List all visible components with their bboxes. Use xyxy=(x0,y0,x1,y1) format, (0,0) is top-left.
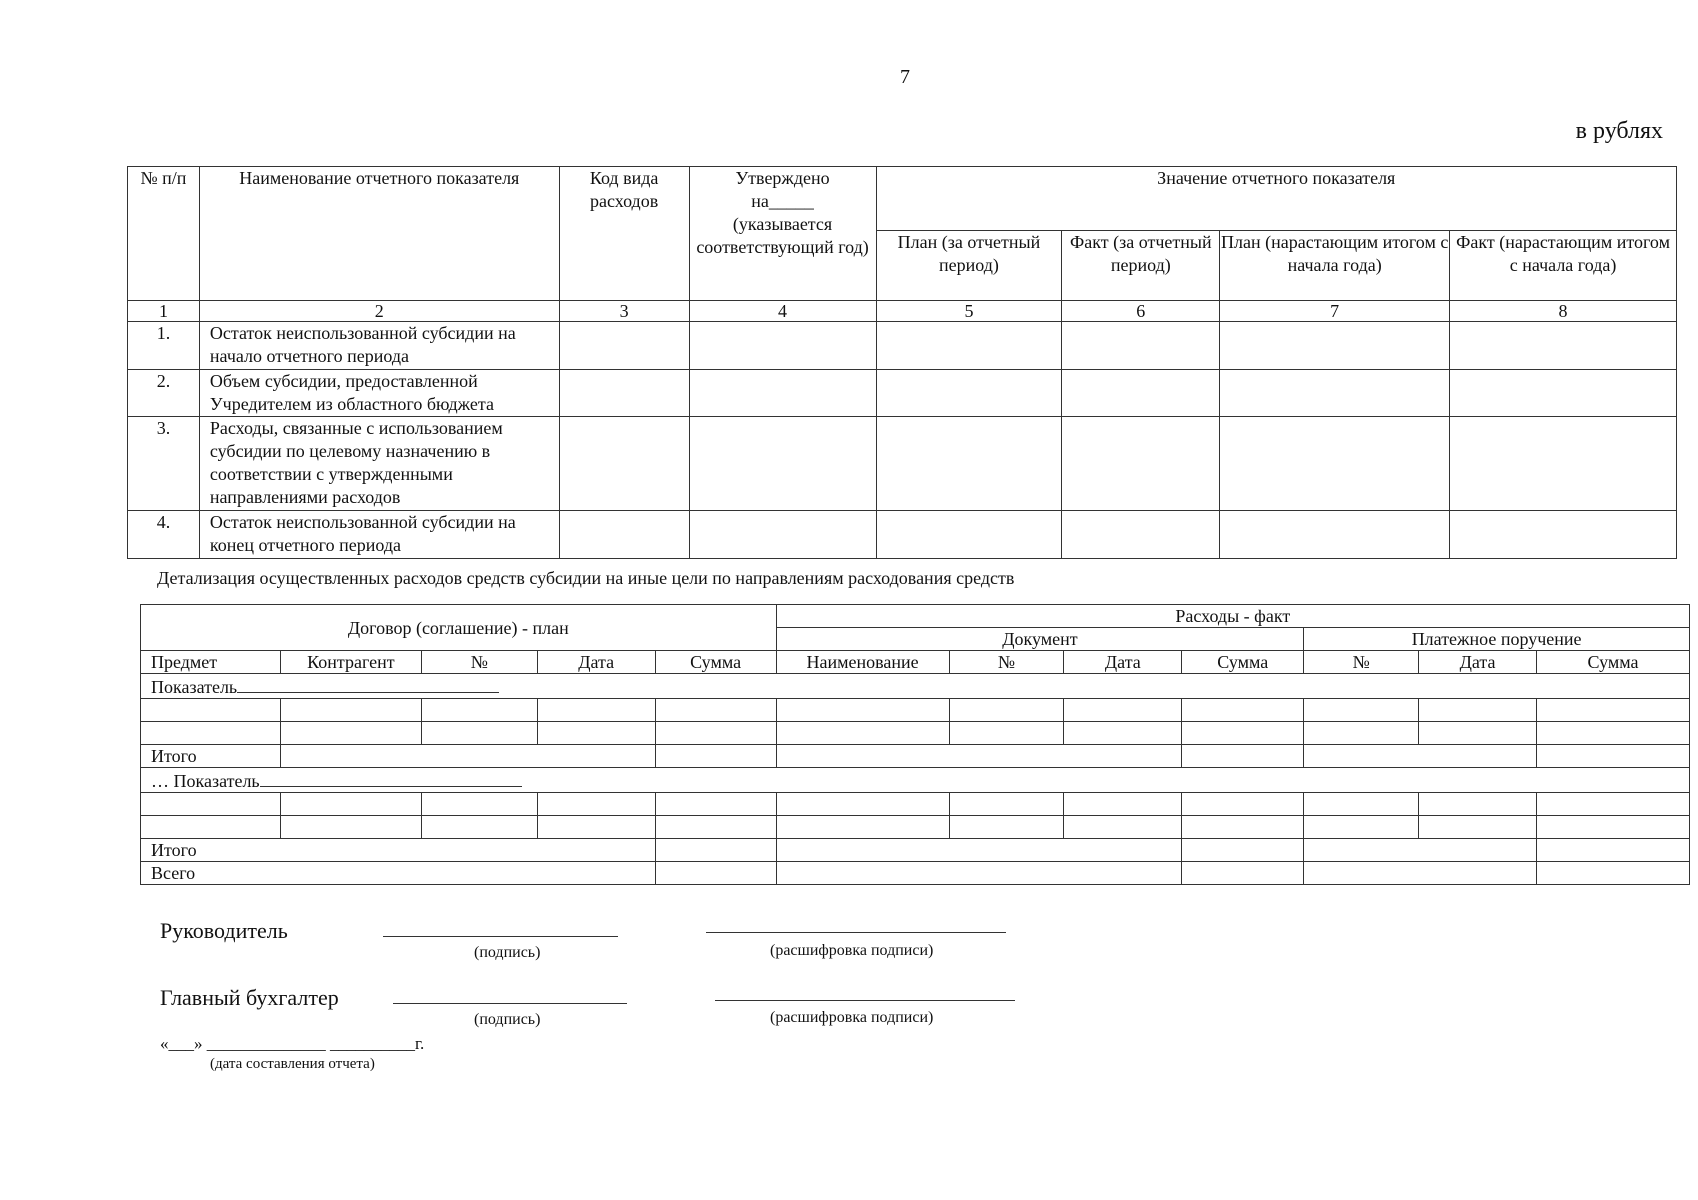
column-number: 1 xyxy=(128,301,200,322)
column-number: 3 xyxy=(559,301,689,322)
cell[interactable] xyxy=(876,322,1062,370)
col-doc-date: Дата xyxy=(1064,651,1182,674)
indicator-cell xyxy=(141,674,1690,699)
cell xyxy=(776,839,1182,862)
column-number: 4 xyxy=(689,301,876,322)
cell[interactable] xyxy=(1450,417,1677,511)
cell[interactable] xyxy=(655,839,776,862)
row-name: Расходы, связанные с использованием субсидии по целевому назначению в соответствии с утвержденными направлениями расходов xyxy=(199,417,559,511)
column-number-row xyxy=(128,301,1677,322)
col-doc-sum: Сумма xyxy=(1182,651,1304,674)
row-name: Объем субсидии, предоставленной Учредителем из областного бюджета xyxy=(199,370,559,417)
cell[interactable] xyxy=(1182,722,1304,745)
accountant-signature-caption: (подпись) xyxy=(474,1011,541,1028)
table-row xyxy=(128,322,1677,370)
accountant-decode-caption: (расшифровка подписи) xyxy=(770,1009,934,1026)
column-number: 8 xyxy=(1450,301,1677,322)
cell[interactable] xyxy=(421,722,537,745)
cell[interactable] xyxy=(1062,322,1220,370)
cell[interactable] xyxy=(776,699,949,722)
cell[interactable] xyxy=(1419,699,1537,722)
head-decode-line[interactable] xyxy=(706,932,1006,933)
cell xyxy=(280,745,655,768)
report-table xyxy=(127,166,1677,559)
cell[interactable] xyxy=(1220,511,1450,559)
cell[interactable] xyxy=(949,793,1064,816)
cell[interactable] xyxy=(1220,322,1450,370)
table-row xyxy=(141,816,1690,839)
cell[interactable] xyxy=(421,699,537,722)
cell[interactable] xyxy=(1419,722,1537,745)
header-name: Наименование отчетного показателя xyxy=(199,167,559,301)
header-approved xyxy=(689,167,876,301)
row-num: 4. xyxy=(128,511,200,559)
table-row xyxy=(141,722,1690,745)
cell[interactable] xyxy=(776,816,949,839)
cell[interactable] xyxy=(1537,793,1690,816)
cell[interactable] xyxy=(1450,370,1677,417)
table-row xyxy=(128,511,1677,559)
cell xyxy=(776,745,1182,768)
cell[interactable] xyxy=(949,722,1064,745)
cell[interactable] xyxy=(1182,839,1304,862)
cell[interactable] xyxy=(876,370,1062,417)
cell[interactable] xyxy=(537,816,655,839)
header-fact-period: Факт (за отчетный период) xyxy=(1062,231,1220,301)
cell[interactable] xyxy=(280,699,421,722)
col-contract-date: Дата xyxy=(537,651,655,674)
cell[interactable] xyxy=(1537,745,1690,768)
cell[interactable] xyxy=(655,745,776,768)
total-label: Итого xyxy=(141,839,656,862)
column-number: 6 xyxy=(1062,301,1220,322)
col-contract-sum: Сумма xyxy=(655,651,776,674)
cell[interactable] xyxy=(280,722,421,745)
cell[interactable] xyxy=(1304,793,1419,816)
header-code xyxy=(559,167,689,301)
cell[interactable] xyxy=(141,816,281,839)
column-number: 7 xyxy=(1220,301,1450,322)
row-num: 3. xyxy=(128,417,200,511)
cell[interactable] xyxy=(1304,699,1419,722)
cell[interactable] xyxy=(1419,793,1537,816)
cell[interactable] xyxy=(141,699,281,722)
accountant-signature-line[interactable] xyxy=(393,1003,627,1004)
detail-title: Детализация осуществленных расходов средств субсидии на иные цели по направлениям расходования средств xyxy=(157,568,1015,588)
indicator-cell xyxy=(141,768,1690,793)
column-number: 5 xyxy=(876,301,1062,322)
head-signature-caption: (подпись) xyxy=(474,944,541,961)
cell[interactable] xyxy=(689,417,876,511)
page-number: 7 xyxy=(900,66,910,88)
indicator-row xyxy=(141,768,1690,793)
cell[interactable] xyxy=(559,322,689,370)
cell[interactable] xyxy=(559,417,689,511)
table-row xyxy=(141,793,1690,816)
row-num: 2. xyxy=(128,370,200,417)
cell[interactable] xyxy=(1419,816,1537,839)
indicator-label: … Показатель xyxy=(151,771,260,791)
cell[interactable] xyxy=(776,722,949,745)
cell[interactable] xyxy=(1064,722,1182,745)
cell[interactable] xyxy=(1062,511,1220,559)
header-code-line2: расходов xyxy=(590,191,659,211)
header-approved-line1: Утверждено xyxy=(735,168,830,188)
cell[interactable] xyxy=(689,370,876,417)
col-payment-sum: Сумма xyxy=(1537,651,1690,674)
cell[interactable] xyxy=(421,793,537,816)
col-subject: Предмет xyxy=(141,651,281,674)
cell[interactable] xyxy=(1304,722,1419,745)
cell[interactable] xyxy=(537,793,655,816)
contract-group-header: Договор (соглашение) - план xyxy=(141,605,777,651)
report-date-caption: (дата составления отчета) xyxy=(210,1056,375,1072)
cell[interactable] xyxy=(1537,839,1690,862)
units-label: в рублях xyxy=(1575,118,1663,144)
cell xyxy=(1304,745,1537,768)
detail-table xyxy=(140,604,1690,885)
cell[interactable] xyxy=(1304,816,1419,839)
cell[interactable] xyxy=(655,816,776,839)
cell xyxy=(1304,862,1537,885)
accountant-decode-line[interactable] xyxy=(715,1000,1015,1001)
cell[interactable] xyxy=(1182,745,1304,768)
cell[interactable] xyxy=(655,793,776,816)
report-date-line[interactable]: «___» ______________ __________г. xyxy=(160,1034,425,1053)
cell[interactable] xyxy=(776,793,949,816)
cell[interactable] xyxy=(559,370,689,417)
cell[interactable] xyxy=(655,699,776,722)
indicator-blank[interactable] xyxy=(237,674,499,693)
cell[interactable] xyxy=(421,816,537,839)
cell[interactable] xyxy=(280,816,421,839)
cell[interactable] xyxy=(1182,862,1304,885)
table-row xyxy=(128,417,1677,511)
cell[interactable] xyxy=(1537,816,1690,839)
cell[interactable] xyxy=(655,722,776,745)
cell[interactable] xyxy=(537,722,655,745)
header-plan-cumulative: План (нарастающим итогом с начала года) xyxy=(1220,231,1450,301)
cell[interactable] xyxy=(1064,816,1182,839)
grand-total-row xyxy=(141,862,1690,885)
table-row xyxy=(128,370,1677,417)
cell[interactable] xyxy=(1220,417,1450,511)
cell[interactable] xyxy=(1220,370,1450,417)
cell[interactable] xyxy=(1064,793,1182,816)
cell[interactable] xyxy=(689,322,876,370)
cell[interactable] xyxy=(949,699,1064,722)
header-code-line1: Код вида xyxy=(589,168,659,188)
header-num: № п/п xyxy=(128,167,200,301)
column-number: 2 xyxy=(199,301,559,322)
cell[interactable] xyxy=(1182,793,1304,816)
table-row xyxy=(141,699,1690,722)
cell xyxy=(776,862,1182,885)
cell[interactable] xyxy=(1182,699,1304,722)
header-value-group: Значение отчетного показателя xyxy=(876,167,1676,231)
cell[interactable] xyxy=(1537,862,1690,885)
cell[interactable] xyxy=(1182,816,1304,839)
total-label: Итого xyxy=(141,745,281,768)
cell[interactable] xyxy=(1062,417,1220,511)
cell[interactable] xyxy=(559,511,689,559)
cell[interactable] xyxy=(141,722,281,745)
cell[interactable] xyxy=(655,862,776,885)
header-fact-cumulative: Факт (нарастающим итогом с начала года) xyxy=(1450,231,1677,301)
payment-group-header: Платежное поручение xyxy=(1304,628,1690,651)
indicator-label: Показатель xyxy=(151,677,238,697)
head-signature-line[interactable] xyxy=(383,936,618,937)
head-label: Руководитель xyxy=(160,918,288,943)
header-approved-line3: (указывается соответствующий год) xyxy=(696,214,869,257)
cell[interactable] xyxy=(1537,722,1690,745)
cell[interactable] xyxy=(689,511,876,559)
head-decode-caption: (расшифровка подписи) xyxy=(770,942,934,959)
row-num: 1. xyxy=(128,322,200,370)
col-contract-number: № xyxy=(421,651,537,674)
cell[interactable] xyxy=(537,699,655,722)
header-plan-period: План (за отчетный период) xyxy=(876,231,1062,301)
detail-column-headers xyxy=(141,651,1690,674)
accountant-label: Главный бухгалтер xyxy=(160,985,339,1010)
col-payment-date: Дата xyxy=(1419,651,1537,674)
row-name: Остаток неиспользованной субсидии на конец отчетного периода xyxy=(199,511,559,559)
col-doc-number: № xyxy=(949,651,1064,674)
cell[interactable] xyxy=(1450,322,1677,370)
indicator-blank[interactable] xyxy=(260,768,522,787)
cell[interactable] xyxy=(141,793,281,816)
cell[interactable] xyxy=(280,793,421,816)
grand-total-label: Всего xyxy=(141,862,656,885)
document-group-header: Документ xyxy=(776,628,1304,651)
col-payment-number: № xyxy=(1304,651,1419,674)
indicator-row xyxy=(141,674,1690,699)
cell[interactable] xyxy=(949,816,1064,839)
cell[interactable] xyxy=(1062,370,1220,417)
total-row xyxy=(141,745,1690,768)
total-row xyxy=(141,839,1690,862)
cell[interactable] xyxy=(876,417,1062,511)
cell xyxy=(1304,839,1537,862)
row-name: Остаток неиспользованной субсидии на начало отчетного периода xyxy=(199,322,559,370)
expenses-group-header: Расходы - факт xyxy=(776,605,1689,628)
col-counterparty: Контрагент xyxy=(280,651,421,674)
header-approved-line2: на_____ xyxy=(751,191,814,211)
cell[interactable] xyxy=(1064,699,1182,722)
cell[interactable] xyxy=(876,511,1062,559)
cell[interactable] xyxy=(1450,511,1677,559)
col-doc-name: Наименование xyxy=(776,651,949,674)
cell[interactable] xyxy=(1537,699,1690,722)
